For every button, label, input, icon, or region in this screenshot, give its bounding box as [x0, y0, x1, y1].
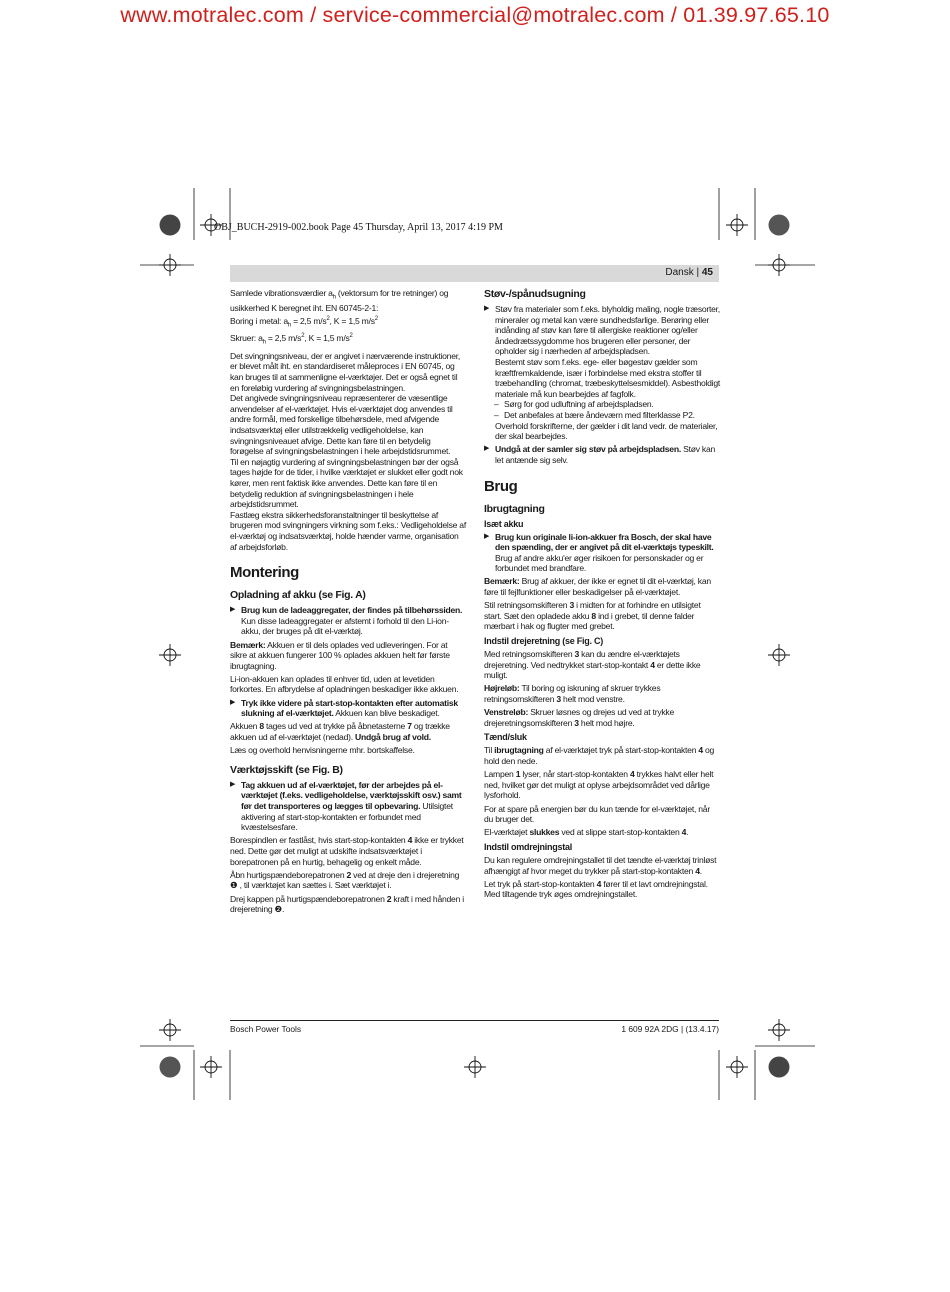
- dash-item: – Det anbefales at bære åndeværn med filterklasse P2.: [494, 409, 695, 420]
- paragraph: Højreløb: Til boring og iskruning af skruer trykkes retningsomskifteren 3 helt mod venstre.: [484, 683, 661, 704]
- note-paragraph: Bemærk: Akkuen er til dels oplades ved udleveringen. For at sikre at akkuen fungerer 100 % oplades akkuen helt før første ibrugtagning.: [230, 639, 450, 671]
- bullet-item: ▶ Tryk ikke videre på start-stop-kontakten efter automatisk slukning af el-værktøjet. Akkuen kan blive beskadiget.: [230, 697, 458, 719]
- bullet-triangle-icon: ▶: [484, 445, 490, 453]
- paragraph: Drej kappen på hurtigspændeborepatronen 2 kraft i med hånden i drejeretning ❷.: [230, 893, 464, 915]
- paragraph: Læs og overhold henvisningerne mhr. bortskaffelse.: [230, 745, 415, 756]
- paragraph: Med retningsomskifteren 3 kan du ændre el-værktøjets drejeretning. Ved nedtrykket start-stop-kontakt 4 er dette ikke muligt.: [484, 649, 701, 681]
- file-slug: OBJ_BUCH-2919-002.book Page 45 Thursday, April 13, 2017 4:19 PM: [214, 222, 503, 233]
- subsection-title-vaerktoejsskift: Værktøjsskift (se Fig. B): [230, 763, 343, 776]
- subsection-title-stoev: Støv-/spånudsugning: [484, 288, 586, 300]
- bullet-item: ▶ Undgå at der samler sig støv på arbejdspladsen. Støv kan let antænde sig selv.: [484, 444, 716, 465]
- paragraph: Venstreløb: Skruer løsnes og drejes ud ved at trykke drejeretningsomskifteren 3 helt mod højre.: [484, 707, 675, 728]
- bullet-triangle-icon: ▶: [484, 305, 490, 312]
- header-text: [665, 267, 713, 278]
- header-section: Dansk: [665, 267, 694, 278]
- page-number: 45: [701, 267, 713, 278]
- footer-rule: [230, 1020, 719, 1021]
- bullet-item: ▶ Brug kun de ladeaggregater, der findes på tilbehørssiden. Kun disse ladeaggregater er afstemt i forhold til den Li-ion-akku, der bruges på dit el-værktøj.: [230, 605, 463, 637]
- paragraph: Borespindlen er fastlåst, hvis start-stop-kontakten 4 ikke er trykket ned. Dette gør det muligt at udskifte indsatsværktøjet i borepatronen på en hurtig, behagelig og enkelt måde.: [230, 835, 464, 867]
- paragraph: Akkuen 8 tages ud ved at trykke på åbnetasterne 7 og trække akkuen ud af el-værktøjet (nedad). Undgå brug af vold.: [230, 721, 450, 743]
- rotation-2-icon: ❷: [274, 904, 282, 915]
- rotation-1-icon: ❶: [230, 880, 238, 891]
- paragraph: Li-ion-akkuen kan oplades til enhver tid, uden at levetiden forkortes. En afbrydelse af opladningen beskadiger ikke akkuen.: [230, 673, 459, 695]
- section-title-brug: Brug: [484, 477, 518, 495]
- bullet-triangle-icon: ▶: [230, 780, 236, 788]
- vibration-skruer: Skruer: $a_h = 2,5$ $m/s^2$, K = 1,5 $m/s^2$: [230, 332, 353, 346]
- subsection-title-ibrugtagning: Ibrugtagning: [484, 502, 545, 515]
- contact-banner: www.motralec.com / service-commercial@motralec.com / 01.39.97.65.10: [120, 3, 830, 27]
- left-column: [230, 288, 466, 917]
- section-title-montering: Montering: [230, 564, 299, 582]
- paragraph: Til en nøjagtig vurdering af svingningsbelastningen bør der også tages højde for de tider, i hvilke værktøjet er slukket eller godt nok kører, men rent faktisk ikke anvendes. Dette kan føre til en betydelig reduktion af svingningsbelastningen i hele arbejdstidsrummet.: [230, 456, 463, 510]
- paragraph: Fastlæg ekstra sikkerhedsforanstaltninger til beskyttelse af brugeren mod svingningers virkning som f.eks.: Vedligeholdelse af el-værktøj og indsatsværktøj, holde hænder varme, organisation af arbejdsforløb.: [230, 509, 466, 552]
- paragraph: Let tryk på start-stop-kontakten 4 fører til et lavt omdrejningstal. Med tiltagende tryk øges omdrejningstallet.: [484, 878, 708, 900]
- subheading-isaet-akku: Isæt akku: [484, 518, 524, 529]
- paragraph: Til ibrugtagning af el-værktøjet tryk på start-stop-kontakten 4 og hold den nede.: [484, 745, 715, 766]
- subheading-omdrejningstal: Indstil omdrejningstal: [484, 841, 573, 852]
- dash-item: – Sørg for god udluftning af arbejdspladsen.: [494, 399, 654, 410]
- bullet-item: ▶ Brug kun originale li-ion-akkuer fra Bosch, der skal have den spænding, der er angivet på dit el-værktøjs typeskilt. Brug af andre akku'er øger risikoen for personskader og er forbundet med brandfare.: [484, 531, 714, 574]
- paragraph: Det svingningsniveau, der er angivet i nærværende instruktioner, er blevet målt iht. en standardiseret måleproces i EN 60745, og kan bruges til at sammenligne el-værktøjer. Det er også egnet til en foreløbig vurdering af svingningsbelastningen.: [230, 350, 461, 393]
- bullet-triangle-icon: ▶: [230, 606, 236, 614]
- paragraph: El-værktøjet slukkes ved at slippe start-stop-kontakten 4.: [484, 827, 689, 838]
- paragraph: Det angivede svingningsniveau repræsenterer de væsentlige anvendelser af el-værktøjet. Hvis el-værktøjet dog anvendes til andre formål, med forskellige tilbehørsdele, med afvigende indsatsværktøj eller utilstrækkelig vedligeholdelse, kan svingningsniveauet afvige. Dette kan føre til en betydelig forøgelse af svingningsbelastningen i hele arbejdstidsrummet.: [230, 393, 453, 457]
- paragraph: Du kan regulere omdrejningstallet til det tændte el-værktøj trinløst afhængigt af hvor meget du trykker på start-stop-kontakten 4.: [484, 854, 717, 876]
- bullet-triangle-icon: ▶: [230, 698, 236, 706]
- vibration-boring: Boring i metal: $a_h = 2,5$ $m/s^2$, K = 1,5 $m/s^2$: [230, 315, 378, 329]
- paragraph: For at spare på energien bør du kun tænde for el-værktøjet, når du bruger det.: [484, 803, 710, 825]
- paragraph: Stil retningsomskifteren 3 i midten for at forhindre en utilsigtet start. Sæt den opladede akku 8 ind i grebet, til denne falder mærbart i hak og flugter med grebet.: [484, 600, 701, 632]
- paragraph: Bestemt støv som f.eks. ege- eller bøgestøv gælder som kræftfremkaldende, især i forbindelse med ekstra stoffer til træbehandling (chromat, træbeskyttelsesmiddel). Asbestholdigt materiale må kun bearbejdes af fagfolk.: [495, 356, 721, 399]
- running-header: [230, 265, 719, 282]
- subheading-taend-sluk: Tænd/sluk: [484, 732, 527, 743]
- paragraph: Åbn hurtigspændeborepatronen 2 ved at dreje den i drejeretning ❶ , til værktøjet kan sættes i. Sæt værktøjet i.: [230, 869, 460, 891]
- header-separator: |: [693, 267, 702, 278]
- bullet-item: ▶ Tag akkuen ud af el-værktøjet, før der arbejdes på el-værktøjet (f.eks. vedligeholdelse, værktøjsskift osv.) samt før det transporteres og lægges til opbevaring. Utilsigtet aktivering af start-stop-kontakten er forbundet med kvæstelsesfare.: [230, 779, 462, 833]
- note-paragraph: Bemærk: Brug af akkuer, der ikke er egnet til dit el-værktøj, kan føre til fejlfunktioner eller beskadigelser på el-værktøjet.: [484, 576, 711, 598]
- paragraph: Overhold forskrifterne, der gælder i dit land vedr. de materialer, der skal bearbejdes.: [495, 420, 718, 442]
- subheading-indstil-drejeretning: Indstil drejeretning (se Fig. C): [484, 636, 604, 647]
- vibration-intro: Samlede vibrationsværdier $a_h$ (vektorsum for tre retninger) og usikkerhed K beregnet iht. EN 60745-2-1:: [230, 288, 449, 314]
- footer-docnumber: 1 609 92A 2DG | (13.4.17): [621, 1024, 719, 1034]
- subsection-title-opladning: Opladning af akku (se Fig. A): [230, 589, 366, 602]
- footer-brand: Bosch Power Tools: [230, 1024, 302, 1034]
- paragraph: Lampen 1 lyser, når start-stop-kontakten 4 trykkes halvt eller helt ned, hvilket gør det muligt at oplyse arbejdsområdet ved dårlige lysforhold.: [484, 769, 714, 801]
- bullet-item: ▶ Støv fra materialer som f.eks. blyholdig maling, nogle træsorter, mineraler og metal kan være sundhedsfarlige. Berøring eller indånding af støv kan føre til allergiske reaktioner og/eller åndedrætssygdomme hos brugeren eller personer, der opholder sig i nærheden af arbejdspladsen.: [484, 304, 720, 357]
- right-column: [484, 288, 720, 902]
- bullet-triangle-icon: ▶: [484, 532, 490, 540]
